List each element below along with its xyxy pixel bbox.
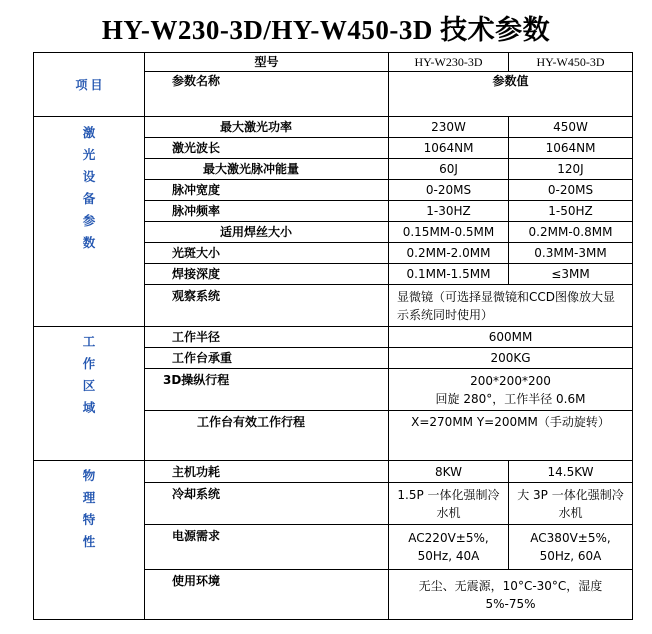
- param-value-model1: 1-30HZ: [389, 201, 509, 222]
- param-value-model1: 230W: [389, 117, 509, 138]
- param-value-model2: 14.5KW: [509, 461, 633, 483]
- param-value-line: AC380V±5%,: [530, 531, 611, 545]
- param-name: 3D操纵行程: [145, 369, 389, 411]
- header-row-model: [34, 53, 633, 72]
- param-value-merged: [389, 369, 633, 411]
- param-value-model1: 1064NM: [389, 138, 509, 159]
- param-value-model2: 1064NM: [509, 138, 633, 159]
- section-label-work-text: 工作区域: [82, 334, 96, 415]
- param-value-model1: 1.5P 一体化强制冷水机: [389, 483, 509, 525]
- table-row: [34, 461, 633, 483]
- param-value-model2: [509, 525, 633, 570]
- param-value-model2: 1-50HZ: [509, 201, 633, 222]
- param-value-model2: 0-20MS: [509, 180, 633, 201]
- section-label-physical-text: 物理特性: [82, 468, 96, 549]
- param-name-label: 参数名称: [145, 72, 389, 117]
- param-name: 工作台承重: [145, 348, 389, 369]
- param-name: 激光波长: [145, 138, 389, 159]
- param-value-model1: 0-20MS: [389, 180, 509, 201]
- param-value-model2: 大 3P 一体化强制冷水机: [509, 483, 633, 525]
- param-value-model1: 0.1MM-1.5MM: [389, 264, 509, 285]
- section-label-physical: [34, 461, 145, 620]
- param-name: 工作台有效工作行程: [145, 411, 389, 461]
- section-label-work: [34, 327, 145, 461]
- section-label-laser: [34, 117, 145, 327]
- param-name: 脉冲频率: [145, 201, 389, 222]
- param-value-model2: 0.2MM-0.8MM: [509, 222, 633, 243]
- param-name: 最大激光脉冲能量: [145, 159, 389, 180]
- param-value-label: 参数值: [389, 72, 633, 117]
- param-name: 冷却系统: [145, 483, 389, 525]
- param-value-model2: ≤3MM: [509, 264, 633, 285]
- param-name: 光斑大小: [145, 243, 389, 264]
- param-name: 最大激光功率: [145, 117, 389, 138]
- table-row: [34, 327, 633, 348]
- param-name: 适用焊丝大小: [145, 222, 389, 243]
- param-value-model1: 0.2MM-2.0MM: [389, 243, 509, 264]
- param-value-line: 200*200*200: [470, 373, 551, 388]
- spec-table: [33, 52, 633, 620]
- page-title: HY-W230-3D/HY-W450-3D 技术参数: [101, 15, 551, 45]
- param-value-model2: 120J: [509, 159, 633, 180]
- param-value-line: 50Hz, 60A: [539, 549, 602, 563]
- category-header-cell: [34, 53, 145, 117]
- model1-name: HY-W230-3D: [389, 53, 509, 72]
- param-name: 主机功耗: [145, 461, 389, 483]
- param-value-merged: 200KG: [389, 348, 633, 369]
- param-value-model2: 450W: [509, 117, 633, 138]
- param-value-merged: X=270MM Y=200MM（手动旋转）: [389, 411, 633, 461]
- param-value-model2: 0.3MM-3MM: [509, 243, 633, 264]
- param-name: 观察系统: [145, 285, 389, 327]
- param-value-line: 50Hz, 40A: [417, 549, 480, 563]
- category-header: 项 目: [75, 77, 103, 92]
- param-name: 焊接深度: [145, 264, 389, 285]
- model-label: 型号: [145, 53, 389, 72]
- param-value-line: 回旋 280°，工作半径 0.6M: [435, 391, 586, 406]
- param-value-merged: 600MM: [389, 327, 633, 348]
- param-value-merged: 无尘、无震源，10°C-30°C，湿度5%-75%: [389, 570, 633, 620]
- param-value-line: AC220V±5%,: [408, 531, 489, 545]
- param-name: 使用环境: [145, 570, 389, 620]
- param-value-model1: [389, 525, 509, 570]
- model2-name: HY-W450-3D: [509, 53, 633, 72]
- param-name: 电源需求: [145, 525, 389, 570]
- param-value-model1: 0.15MM-0.5MM: [389, 222, 509, 243]
- table-row: [34, 117, 633, 138]
- param-value-model1: 8KW: [389, 461, 509, 483]
- param-name: 工作半径: [145, 327, 389, 348]
- param-value-model1: 60J: [389, 159, 509, 180]
- param-name: 脉冲宽度: [145, 180, 389, 201]
- param-value-merged: 显微镜（可选择显微镜和CCD图像放大显示系统同时使用）: [389, 285, 633, 327]
- section-label-laser-text: 激光设备参数: [82, 125, 96, 250]
